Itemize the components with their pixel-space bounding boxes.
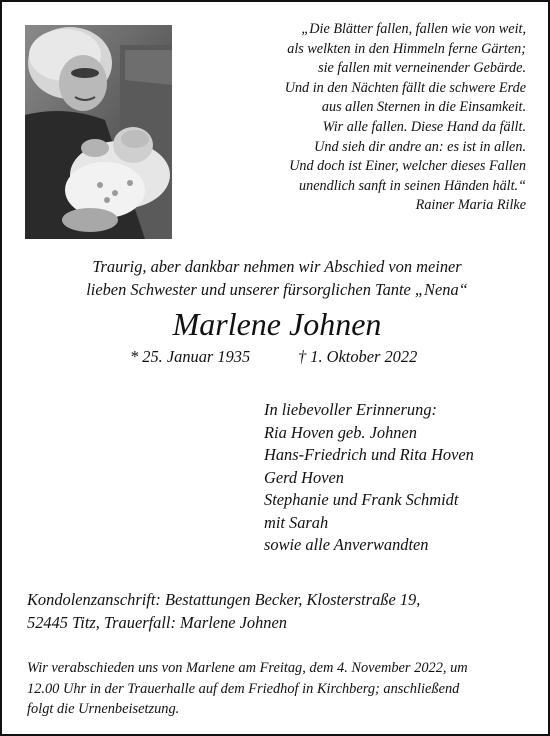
- birth-date: * 25. Januar 1935: [130, 347, 251, 366]
- poem-author: Rainer Maria Rilke: [415, 197, 526, 214]
- service-line: 12.00 Uhr in der Trauerhalle auf dem Friedhof in Kirchberg; anschließend: [27, 680, 460, 697]
- poem-line: als welkten in den Himmeln ferne Gärten;: [287, 40, 526, 57]
- condolence-line: Kondolenzanschrift: Bestattungen Becker, Klosterstraße 19,: [27, 590, 421, 609]
- poem-line: sie fallen mit verneinender Gebärde.: [318, 60, 526, 77]
- mourner-entry: Ria Hoven geb. Johnen: [264, 422, 417, 442]
- photo-woman-holding-baby: [25, 25, 172, 239]
- intro-line: lieben Schwester und unserer fürsorglichen Tante „Nena“: [86, 280, 468, 299]
- poem-line: unendlich sanft in seinen Händen hält.“: [299, 177, 526, 194]
- condolence-address: [27, 588, 420, 634]
- mourner-entry: mit Sarah: [264, 512, 329, 532]
- poem-line: „Die Blätter fallen, fallen wie von weit,: [301, 21, 526, 37]
- condolence-line: 52445 Titz, Trauerfall: Marlene Johnen: [27, 613, 287, 632]
- intro-line: Traurig, aber dankbar nehmen wir Abschied von meiner: [92, 257, 462, 276]
- poem-line: Und doch ist Einer, welcher dieses Fallen: [289, 158, 526, 175]
- poem-line: Und sieh dir andre an: es ist in allen.: [314, 138, 526, 155]
- farewell-intro: [2, 255, 550, 301]
- mourner-entry: Stephanie und Frank Schmidt: [264, 490, 459, 509]
- memorial-photo: [25, 25, 172, 239]
- poem-line: aus allen Sternen in die Einsamkeit.: [321, 99, 526, 116]
- mourner-entry: Gerd Hoven: [264, 467, 344, 487]
- mourner-entry: Hans-Friedrich und Rita Hoven: [264, 445, 474, 464]
- death-date: † 1. Oktober 2022: [298, 347, 418, 366]
- service-line: Wir verabschieden uns von Marlene am Freitag, dem 4. November 2022, um: [27, 660, 468, 676]
- funeral-service-info: [27, 658, 537, 720]
- rilke-poem: [186, 20, 526, 216]
- deceased-name: Marlene Johnen: [172, 306, 382, 342]
- service-line: folgt die Urnenbeisetzung.: [27, 701, 180, 717]
- mourner-entry: sowie alle Anverwandten: [264, 535, 429, 554]
- mourners-list: [264, 399, 474, 557]
- poem-line: Wir alle fallen. Diese Hand da fällt.: [322, 118, 526, 135]
- poem-line: Und in den Nächten fällt die schwere Erde: [284, 79, 526, 96]
- mourners-heading: In liebevoller Erinnerung:: [264, 400, 437, 419]
